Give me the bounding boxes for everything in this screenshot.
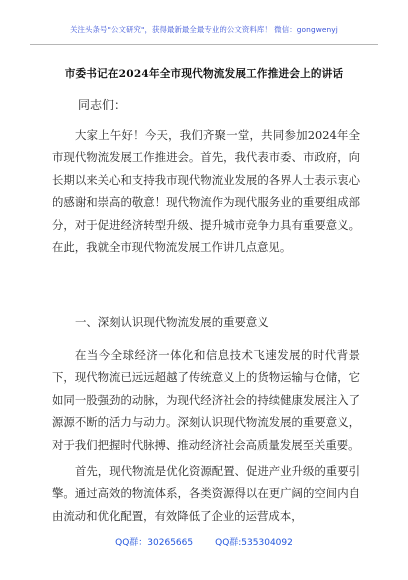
footer-qq-group-2: QQ群:535304092 bbox=[215, 538, 293, 548]
footer-contact bbox=[0, 535, 408, 548]
salutation: 同志们： bbox=[78, 98, 127, 112]
document-title: 市委书记在2024年全市现代物流发展工作推进会上的讲话 bbox=[64, 68, 344, 80]
paragraph-significance: 在当今全球经济一体化和信息技术飞速发展的时代背景下，现代物流已远远超越了传统意义上的货物运输与仓储，它如同一股强劲的动脉，为现代经济社会的持续健康发展注入了源源不断的活力与动力。深刻认识现代物流发展的重要意义，对于我们把握时代脉搏、推动经济社会高质量发展至关重要。 bbox=[52, 348, 360, 452]
paragraph-opening: 大家上午好！今天，我们齐聚一堂，共同参加2024年全市现代物流发展工作推进会。首先，我代表市委、市政府，向长期以来关心和支持我市现代物流业发展的各界人士表示衷心的感谢和崇高的敬意！现代物流作为现代服务业的重要组成部分，对于促进经济转型升级、提升城市竞争力具有重要意义。在此，我就全市现代物流发展工作讲几点意见。 bbox=[52, 128, 360, 255]
paragraph-first-point: 首先，现代物流是优化资源配置、促进产业升级的重要引擎。通过高效的物流体系，各类资源得以在更广阔的空间内自由流动和优化配置，有效降低了企业的运营成本， bbox=[52, 464, 360, 523]
header-banner: 关注头条号"公文研究"，获得最新最全最专业的公文资料库！ 微信：gongwenyj bbox=[70, 25, 338, 34]
footer-qq-group-1: QQ群：30265665 bbox=[115, 538, 194, 548]
header-divider bbox=[30, 44, 378, 45]
section-heading: 一、深刻认识现代物流发展的重要意义 bbox=[75, 315, 269, 329]
